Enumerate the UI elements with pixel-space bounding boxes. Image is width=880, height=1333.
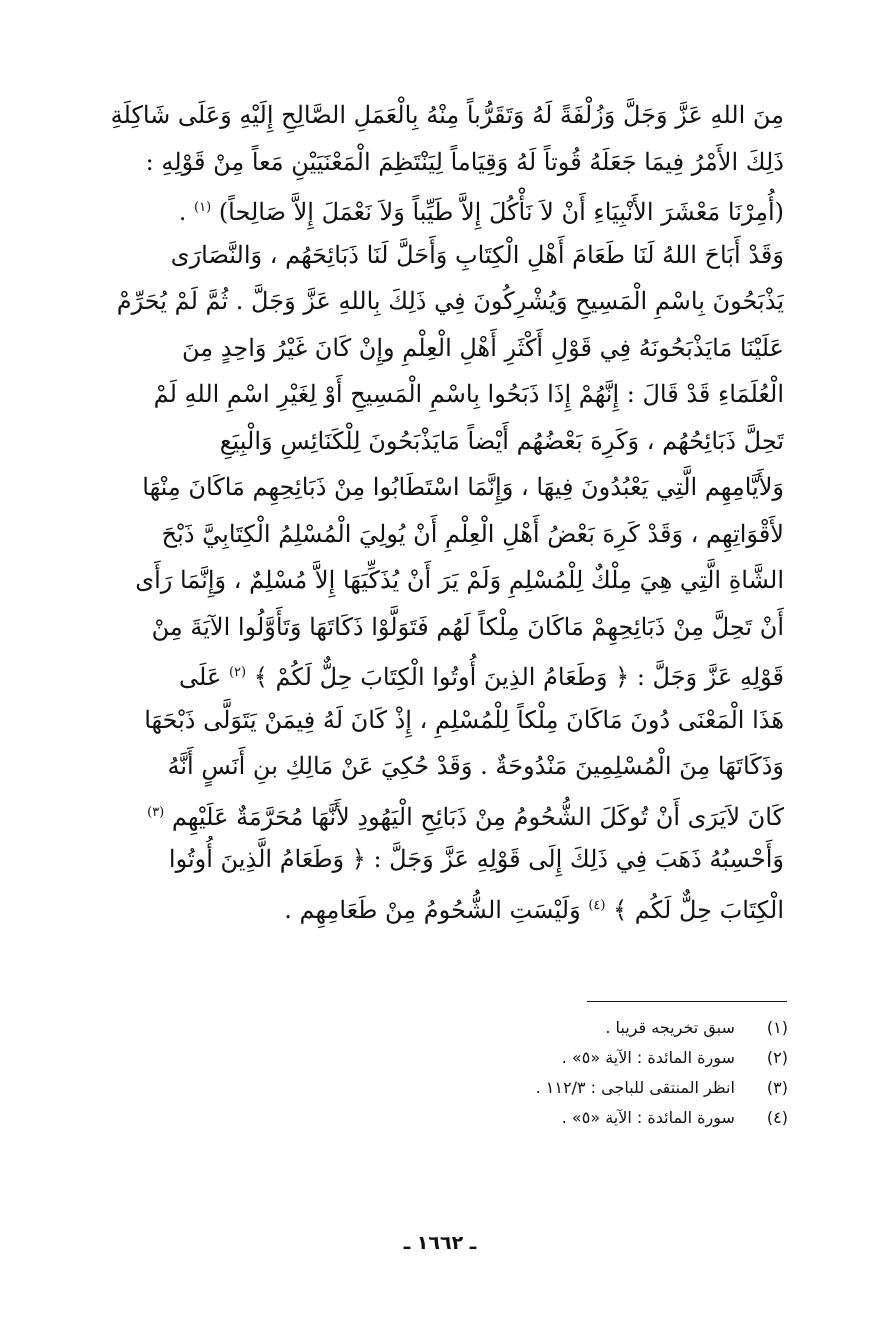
line-13-tail: عَلَى (179, 663, 222, 691)
text-line-18-tail: وَلَيْسَتِ الشُّحُومُ مِنْ طَعَامِهِم . (284, 895, 581, 924)
text-line-15-content: وَذَكَاتَهَا مِنَ الْمُسْلِمِينَ مَنْدُوحَةٌ . وَقَدْ حُكِيَ عَنْ مَالِكِ بنِ أَنَسٍ أَنَّهُ (167, 752, 784, 780)
text-line-9-content: وَلأَيَّامِهِم الَّتِي يَعْبُدُونَ فِيهَا ، وَإِنَّمَا اسْتَطَابُوا مِنْ ذَبَائِحِهِم مَاكَانَ مِنْهَا (142, 473, 784, 501)
text-line-1 (100, 92, 784, 139)
footnote-2-number: (٢) (766, 1048, 788, 1067)
text-line-13 (100, 650, 784, 697)
text-line-14-content: هَذَا الْمَعْنَى دُونَ مَاكَانَ مِلْكاً لِلْمُسْلِمِ ، إِذْ كَانَ لَهُ فِيمَنْ يَتَوَلَّى ذَبْحَهَا (144, 705, 784, 734)
text-line-1-content: مِنَ اللهِ عَزَّ وَجَلَّ وَزُلْفَةً لَهُ وَتَقَرُّباً مِنْهُ بِالْعَمَلِ الصَّالِحِ إِلَيْهِ وَعَلَى شَاكِلَةِ (110, 101, 784, 129)
text-line-7 (100, 371, 784, 418)
text-line-7-content: الْعُلَمَاءِ قَدْ قَالَ : إِنَّهُمْ إِذَا ذَبَحُوا بِاسْمِ الْمَسِيحِ أَوْ لِغَيْرِ اسْمِ اللهِ لَمْ (153, 380, 784, 408)
text-line-16-content: كَانَ لاَيَرَى أَنْ تُوكَلَ الشُّحُومُ مِنْ ذَبَائِحِ الْيَهُودِ لأَنَّهَا مُحَرَّمَةٌ عَلَيْهِم (171, 802, 784, 831)
line-3-period: . (178, 198, 187, 226)
text-line-3-content: (أُمِرْنَا مَعْشَرَ الأَنْبِيَاءِ أَنْ لاَ نَأْكُلَ إِلاَّ طَيِّباً وَلاَ نَعْمَلَ إِلاَّ صَالِحاً) (218, 198, 784, 226)
text-line-9 (100, 464, 784, 511)
text-line-17 (100, 836, 784, 883)
footnote-marker-1: (١) (194, 200, 212, 215)
text-line-16 (100, 790, 784, 837)
footnote-marker-3: (٣) (147, 804, 165, 820)
page-number: ـ ١٦٦٢ ـ (403, 1232, 477, 1254)
text-line-15 (100, 743, 784, 790)
text-line-8-content: تَحِلَّ ذَبَائِحُهُم ، وَكَرِهَ بَعْضُهُم أَيْضاً مَايَذْبَحُونَ لِلْكَنَائِسِ وَالْبِيَعِ (219, 426, 784, 455)
footnote-separator (587, 1001, 787, 1002)
text-line-10-content: لأَقْوَاتِهِم ، وَقَدْ كَرِهَ بَعْضُ أَهْلِ الْعِلْمِ أَنْ يُولِيَ الْمُسْلِمُ الْكِتَابِيَّ ذَبْحَ (161, 519, 784, 548)
footnote-marker-2: (٢) (228, 665, 247, 680)
main-text (100, 92, 784, 929)
footnote-1-number: (١) (766, 1018, 788, 1037)
text-line-6-content: عَلَيْنَا مَايَذْبَحُونَهُ فِي قَوْلِ أَكْثَرِ أَهْلِ الْعِلْمِ وإِنْ كَانَ غَيْرُ وَاحِدٍ مِنَ (182, 333, 784, 362)
text-line-14 (100, 697, 784, 744)
text-line-6 (100, 325, 784, 372)
text-line-5-content: يَذْبَحُونَ بِاسْمِ الْمَسِيحِ وَيُشْرِكُونَ فِي ذَلِكَ بِاللهِ عَزَّ وَجَلَّ . ثُمَّ لَمْ يُحَرِّمْ (116, 287, 784, 315)
text-line-12 (100, 604, 784, 651)
footnote-4-text: سورة المائدة : الآية «٥» . (561, 1108, 735, 1127)
footnote-4 (300, 1103, 788, 1133)
footnote-3-text: انظر المنتقى للباجى : ١١٢/٣ . (535, 1078, 735, 1097)
footnote-3 (300, 1073, 788, 1103)
footnote-1-text: سبق تخريجه قريبا . (605, 1018, 735, 1037)
text-line-8 (100, 418, 784, 465)
footnote-marker-4: (٤) (588, 897, 606, 913)
text-line-2 (100, 139, 784, 186)
footnote-3-number: (٣) (766, 1078, 788, 1097)
text-line-17-content: وَأَحْسِبُهُ ذَهَبَ فِي ذَلِكَ إِلَى قَوْلِهِ عَزَّ وَجَلَّ : ﴿ وَطَعَامُ الَّذِينَ أُوتُوا (168, 845, 784, 873)
text-line-18 (100, 883, 784, 930)
text-line-10 (100, 511, 784, 558)
text-line-12-content: أَنْ تَحِلَّ مِنْ ذَبَائِحِهِمْ مَاكَانَ مِلْكاً لَهُم فَتَوَلَّوْا ذَكَاتَهَا وَتَأَوَّلُوا الآيَةَ مِنْ (151, 612, 784, 641)
footnote-2 (300, 1043, 788, 1073)
text-line-2-content: ذَلِكَ الأَمْرُ فِيمَا جَعَلَهُ قُوتاً لَهُ وَقِيَاماً لِيَنْتَظِمَ الْمَعْنَيَيْنِ مَعاً مِنْ قَوْلِهِ : (145, 147, 784, 176)
text-line-4-content: وَقَدْ أَبَاحَ اللهُ لَنَا طَعَامَ أَهْلِ الْكِتَابِ وَأَحَلَّ لَنَا ذَبَائِحَهُم ، وَالنَّصَارَى (170, 240, 784, 269)
text-line-5 (100, 278, 784, 325)
footnote-4-number: (٤) (766, 1108, 788, 1127)
footnote-1 (300, 1013, 788, 1043)
text-line-11-content: الشَّاةِ الَّتِي هِيَ مِلْكٌ لِلْمُسْلِمِ وَلَمْ يَرَ أَنْ يُذَكِّيَهَا إِلاَّ مُسْلِمٌ ، وَإِنَّمَا رَأَى (135, 566, 784, 594)
text-line-3 (100, 185, 784, 232)
text-line-11 (100, 557, 784, 604)
footnotes (300, 1013, 788, 1133)
footnote-2-text: سورة المائدة : الآية «٥» . (561, 1048, 735, 1067)
text-line-13-content: قَوْلِهِ عَزَّ وَجَلَّ : ﴿ وَطَعَامُ الذِينَ أُوتُوا الْكِتَابَ حِلٌّ لَكُمْ ﴾ (253, 663, 784, 691)
text-line-4 (100, 232, 784, 279)
text-line-18-content: الْكِتَابَ حِلٌّ لَكُم ﴾ (613, 895, 784, 924)
